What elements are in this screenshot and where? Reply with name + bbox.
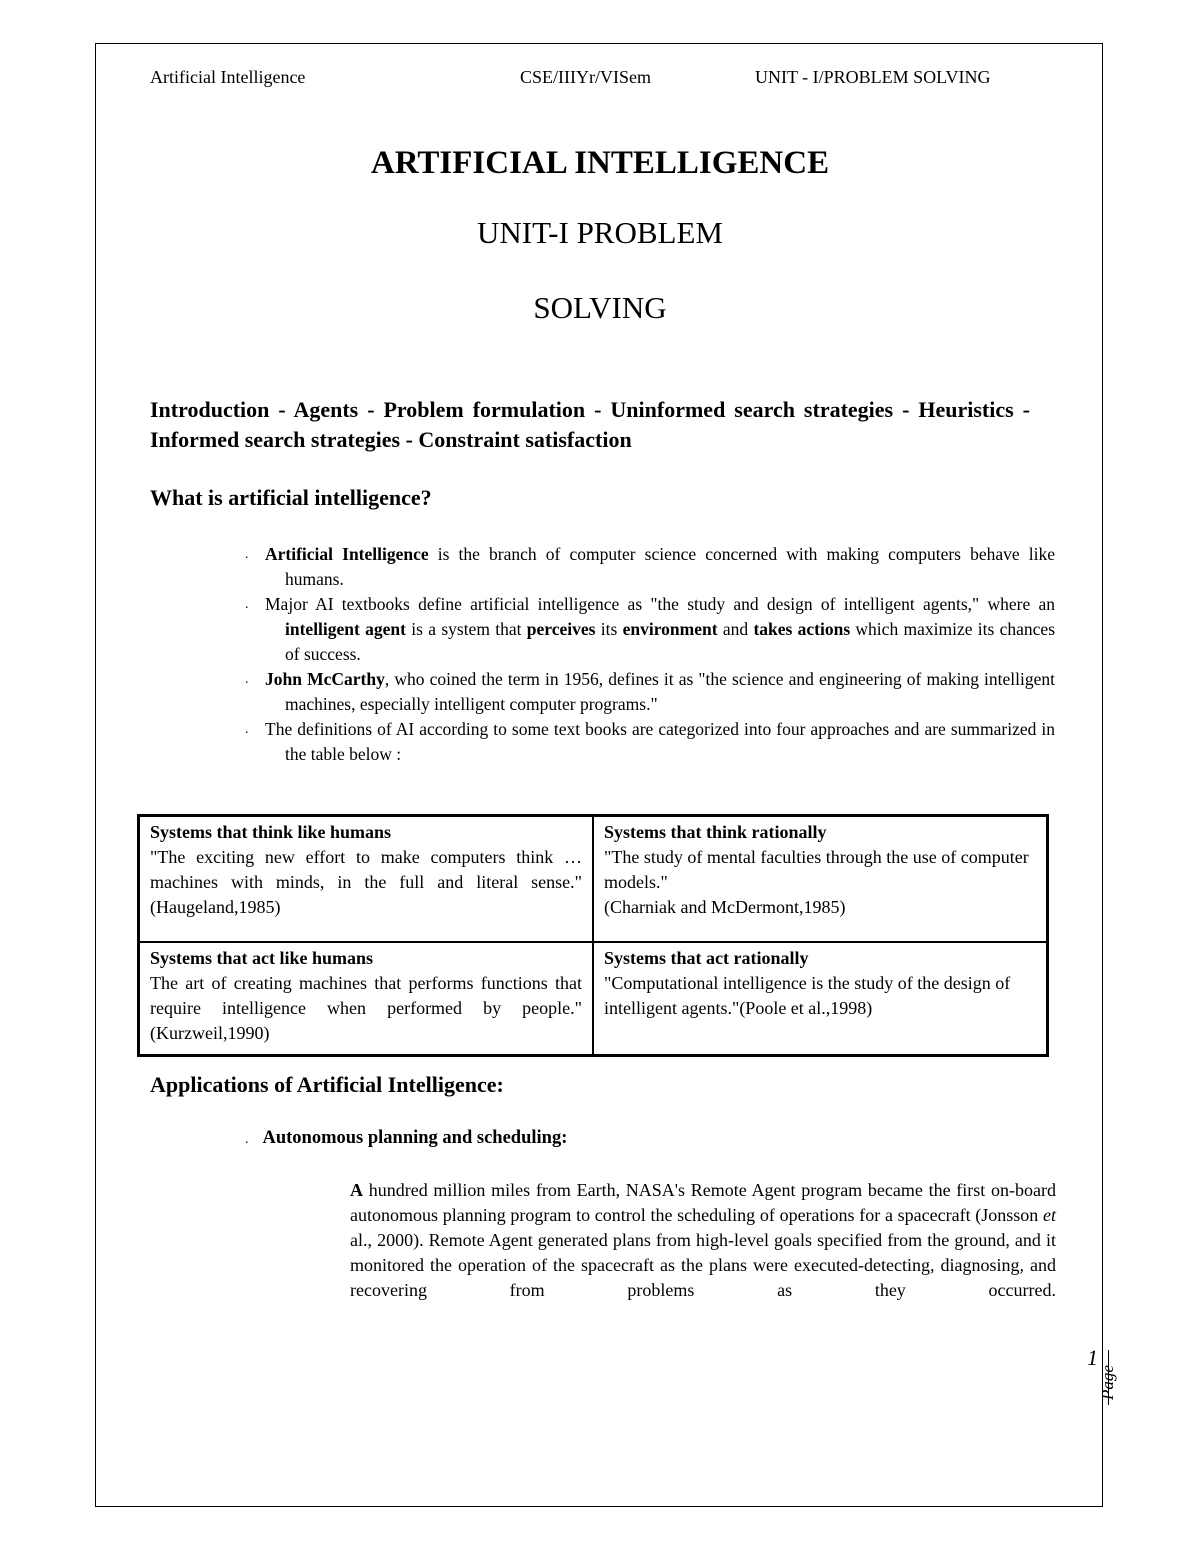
header-unit: UNIT - I/PROBLEM SOLVING bbox=[755, 67, 991, 87]
unit-title: UNIT-I PROBLEM bbox=[476, 215, 723, 250]
ai-approaches-table bbox=[137, 814, 1049, 1057]
section-heading-what-is-ai: What is artificial intelligence? bbox=[150, 485, 432, 510]
unit-title-line2: SOLVING bbox=[533, 290, 667, 325]
definition-text: and bbox=[717, 619, 754, 639]
bullet-mark: . bbox=[245, 672, 249, 687]
definition-list bbox=[245, 542, 1055, 767]
header-subject: Artificial Intelligence bbox=[150, 67, 306, 87]
definition-text: The definitions of AI according to some text books are categorized into four approaches and are summarized in the table below : bbox=[265, 719, 1055, 764]
table-cell bbox=[139, 942, 594, 1056]
page-number: 1 bbox=[1087, 1345, 1098, 1370]
term-takes-actions: takes actions bbox=[753, 619, 851, 639]
definition-text: its bbox=[595, 619, 623, 639]
bullet-mark: . bbox=[245, 1132, 249, 1147]
page-corner-tick bbox=[1102, 1500, 1103, 1507]
section-heading-applications: Applications of Artificial Intelligence: bbox=[150, 1072, 504, 1097]
header-class: CSE/IIIYr/VISem bbox=[520, 67, 651, 87]
definition-text: which maximize its chances of success. bbox=[285, 619, 1055, 664]
page-bottom-rule bbox=[95, 1506, 1103, 1507]
paragraph-text: hundred million miles from Earth, NASA's Remote Agent program became the first on-board autonomous planning program to control the scheduling of operations for a spacecraft (Jonsson bbox=[350, 1180, 1056, 1225]
bullet-mark: . bbox=[245, 547, 249, 562]
table-cell bbox=[593, 816, 1048, 943]
page-label: Page bbox=[1098, 1365, 1117, 1400]
list-item bbox=[245, 667, 1055, 717]
term-environment: environment bbox=[622, 619, 718, 639]
term-perceives: perceives bbox=[526, 619, 596, 639]
term-john-mccarthy: John McCarthy bbox=[265, 669, 385, 689]
cell-heading: Systems that act rationally bbox=[604, 948, 809, 968]
cell-text: The art of creating machines that performs functions that require intelligence when performed by people."(Kurzweil,1990) bbox=[150, 973, 582, 1043]
list-item bbox=[245, 717, 1055, 767]
table-cell bbox=[593, 942, 1048, 1056]
subsection-heading bbox=[245, 1128, 567, 1149]
list-item bbox=[245, 592, 1055, 667]
paragraph-dropcap: A bbox=[350, 1180, 363, 1200]
cell-heading: Systems that think like humans bbox=[150, 822, 392, 842]
cell-heading: Systems that think rationally bbox=[604, 822, 827, 842]
paragraph-emphasis: et bbox=[1043, 1205, 1056, 1225]
application-paragraph bbox=[350, 1178, 1056, 1303]
list-item bbox=[245, 542, 1055, 592]
cell-text: "The study of mental faculties through the use of computer models." bbox=[604, 847, 1029, 892]
paragraph-text: al., 2000). Remote Agent generated plans from high-level goals specified from the ground, and it monitored the operation of the spacecraft as the plans were executed-detecting, diagnosing, and recovering from problems as they occurred. bbox=[350, 1230, 1056, 1300]
term-ai: Artificial Intelligence bbox=[265, 544, 429, 564]
topics-list: Introduction - Agents - Problem formulation - Uninformed search strategies - Heuristics - Informed search strategies - Constraint satisfaction bbox=[150, 397, 1030, 452]
cell-heading: Systems that act like humans bbox=[150, 948, 374, 968]
definition-text: Major AI textbooks define artificial intelligence as "the study and design of intelligent agents," where an bbox=[265, 594, 1055, 614]
table-row bbox=[139, 816, 1048, 943]
cell-text: "The exciting new effort to make computers think … machines with minds, in the full and literal sense."(Haugeland,1985) bbox=[150, 847, 582, 917]
table-row bbox=[139, 942, 1048, 1056]
cell-text: "Computational intelligence is the study of the design of intelligent agents."(Poole et al.,1998) bbox=[604, 973, 1011, 1018]
table-cell bbox=[139, 816, 594, 943]
term-intelligent-agent: intelligent agent bbox=[285, 619, 406, 639]
bullet-mark: . bbox=[245, 597, 249, 612]
subsection-title: Autonomous planning and scheduling: bbox=[262, 1128, 568, 1148]
bullet-mark: . bbox=[245, 722, 249, 737]
document-title: ARTIFICIAL INTELLIGENCE bbox=[370, 145, 830, 181]
definition-text: is a system that bbox=[405, 619, 527, 639]
cell-citation: (Charniak and McDermont,1985) bbox=[604, 897, 846, 917]
page-corner-tick bbox=[95, 1500, 96, 1507]
definition-text: is the branch of computer science concerned with making computers behave like humans. bbox=[285, 544, 1055, 589]
definition-text: , who coined the term in 1956, defines it as "the science and engineering of making intelligent machines, especially intelligent computer programs." bbox=[285, 669, 1056, 714]
